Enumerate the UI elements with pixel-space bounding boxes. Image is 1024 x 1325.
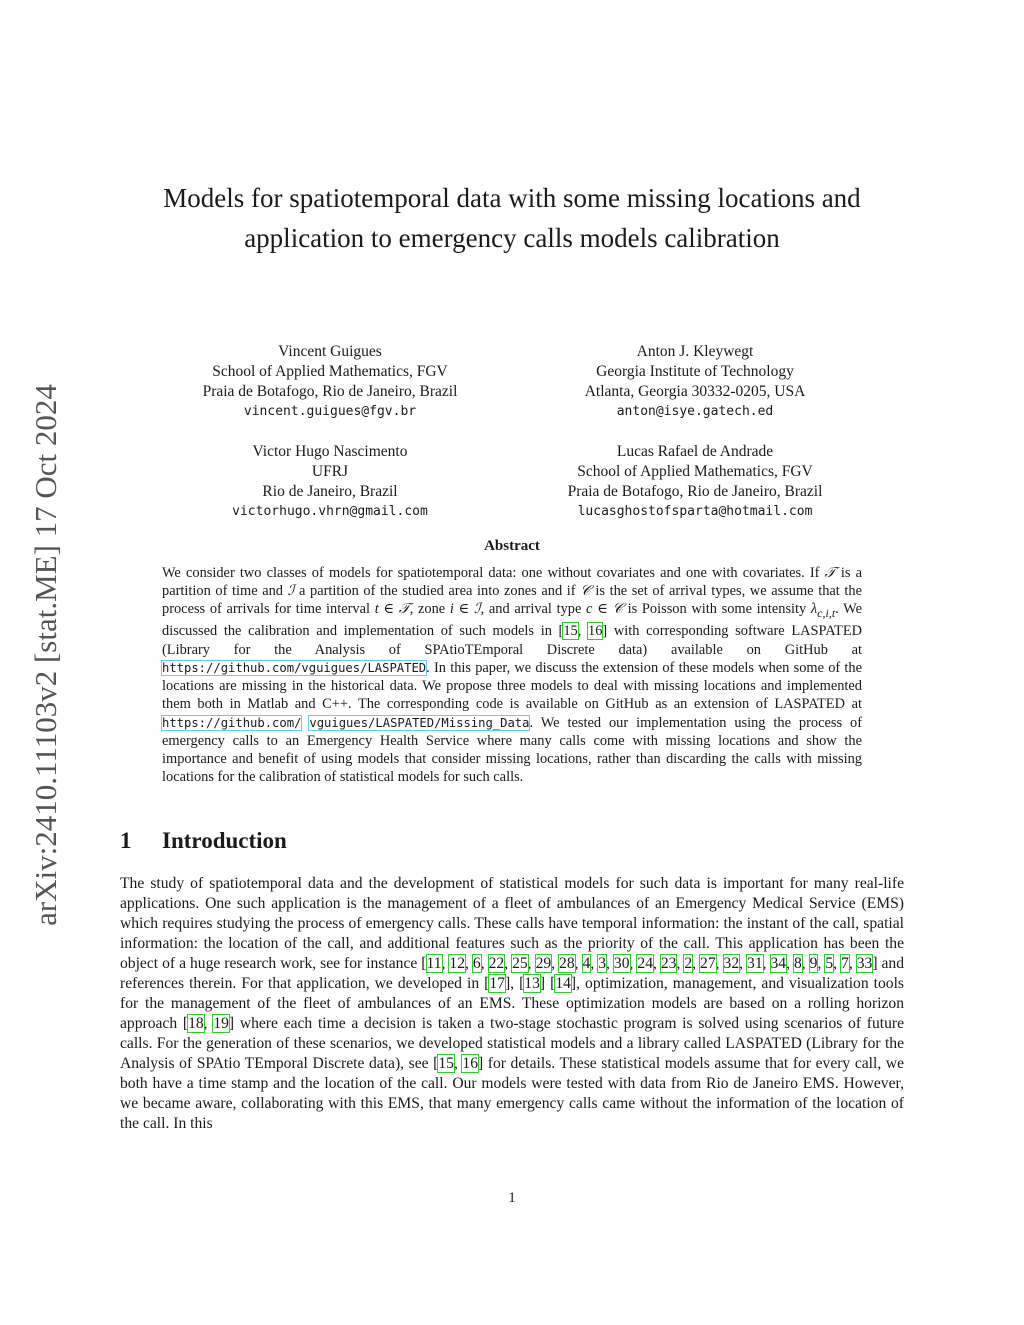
separator: ,: [801, 955, 810, 972]
math-inline: c ∈ 𝒞: [586, 601, 623, 618]
author-block: [150, 342, 510, 422]
github-link[interactable]: https://github.com/vguigues/LASPATED: [162, 660, 427, 675]
separator: ,: [504, 955, 513, 972]
section-number: 1: [120, 828, 132, 853]
separator: ,: [786, 955, 794, 972]
arxiv-side-identifier: arXiv:2410.11103v2 [stat.ME] 17 Oct 2024: [28, 384, 63, 926]
separator: ,: [629, 955, 638, 972]
author-name: Lucas Rafael de Andrade: [616, 443, 774, 460]
author-affiliation: School of Applied Mathematics, FGV: [577, 463, 813, 480]
citation-link[interactable]: 25: [512, 955, 528, 972]
author-email[interactable]: anton@isye.gatech.ed: [616, 404, 774, 419]
separator: ,: [715, 955, 724, 972]
abstract-text: is the set of arrival types, we assume that the process of arrivals for time interval: [162, 583, 862, 618]
author-name: Vincent Guigues: [278, 343, 382, 360]
separator: ,: [833, 955, 842, 972]
abstract-text: , zone: [409, 601, 450, 618]
citation-link[interactable]: 8: [793, 955, 802, 972]
math-subscript: c,i,t: [817, 606, 836, 621]
math-inline: t ∈ 𝒯: [374, 601, 410, 618]
author-block: [150, 442, 510, 522]
citation-link[interactable]: 27: [700, 955, 716, 972]
separator: ,: [577, 623, 589, 640]
author-affiliation: School of Applied Mathematics, FGV: [212, 363, 448, 380]
github-link-part-1[interactable]: https://github.com/: [162, 715, 302, 730]
math-symbol: 𝒯: [824, 565, 836, 581]
abstract-text: ] with corresponding software LASPATED (Library for the Analysis of SPAtioTEmporal Discrete data) available on GitHub at: [162, 623, 862, 658]
author-email[interactable]: victorhugo.vhrn@gmail.com: [232, 504, 428, 519]
author-address: Atlanta, Georgia 30332-0205, USA: [584, 383, 806, 400]
separator: ,: [848, 955, 857, 972]
citation-link[interactable]: 3: [598, 955, 607, 972]
intro-text: ] [: [539, 975, 556, 992]
abstract-text: is a partition of time and: [162, 565, 862, 600]
separator: ,: [676, 955, 685, 972]
citation-link[interactable]: 15: [563, 623, 578, 640]
citation-link[interactable]: 19: [213, 1015, 229, 1032]
citation-link[interactable]: 34: [770, 955, 787, 972]
intro-text: ] where each time a decision is taken a two-stage stochastic program is solved using scenarios of future calls. For the generation of these scenarios, we developed statistical models and a library called LASPATED (Library for the Analysis of SPAtio TEmporal Discrete data), see [: [120, 1015, 905, 1072]
separator: ,: [551, 955, 560, 972]
intro-text: ] for details. These statistical models assume that for every call, we both have a time stamp and the location of the call. Our models were tested with data from Rio de Janeiro EMS. However, we became aware, collaborating with this EMS, that many emergency calls came without the information of the location of the call. In this: [120, 1055, 904, 1132]
abstract-text: . In this paper, we discuss the extension of these models when some of the locations are missing in the historical data. We propose three models to deal with missing locations and implemented them both in Matlab and C++. The corresponding code is available on GitHub as an extension of LASPATED at: [162, 659, 862, 713]
citation-link[interactable]: 9: [809, 955, 818, 972]
separator: ,: [203, 1015, 214, 1032]
section-heading: [120, 828, 287, 854]
page-number: 1: [508, 1190, 516, 1206]
abstract-text: . We discussed the calibration and implementation of such models in [: [162, 601, 862, 640]
author-block: [515, 442, 875, 522]
intro-text: ] and references therein. For that application, we developed in [: [120, 955, 905, 992]
title-line-2: application to emergency calls models calibration: [244, 223, 780, 253]
math-symbol: ℐ: [287, 583, 295, 600]
separator: ,: [606, 955, 614, 972]
citation-link[interactable]: 15: [438, 1055, 454, 1072]
separator: ,: [817, 955, 826, 972]
math-symbol: 𝒞: [580, 583, 591, 600]
citation-link[interactable]: 6: [472, 955, 481, 972]
title-line-1: Models for spatiotemporal data with some missing locations and: [163, 183, 861, 213]
intro-paragraph: [120, 874, 904, 1134]
citation-link[interactable]: 4: [582, 955, 591, 972]
citation-link[interactable]: 18: [188, 1015, 204, 1032]
author-block: [515, 342, 875, 422]
math-inline: i ∈ ℐ: [449, 601, 481, 618]
author-address: Rio de Janeiro, Brazil: [262, 483, 398, 500]
intro-text: ], optimization, management, and visualization tools for the management of the fleet of ambulances of an EMS. These optimization models are based on a rolling horizon approach [: [120, 975, 904, 1032]
abstract-text: , and arrival type: [480, 601, 587, 618]
citation-link[interactable]: 13: [524, 975, 540, 992]
separator: ,: [480, 955, 489, 972]
citation-link[interactable]: 12: [449, 955, 466, 972]
citation-link[interactable]: 29: [535, 955, 552, 972]
citation-link[interactable]: 30: [613, 955, 630, 972]
math-lambda: λ: [810, 601, 818, 618]
citation-link[interactable]: 31: [747, 955, 763, 972]
intro-text: ], [: [504, 975, 525, 992]
separator: ,: [453, 1055, 463, 1072]
citation-link[interactable]: 33: [856, 955, 873, 972]
separator: ,: [762, 955, 771, 972]
citation-link[interactable]: 11: [426, 955, 442, 972]
separator: ,: [590, 955, 599, 972]
abstract-text: . We tested our implementation using the process of emergency calls to an Emergency Health Service where many calls come with missing locations and show the importance and benefit of using models that consider missing locations, rather than discarding the calls with missing locations for the calibration of statistical models for such calls.: [162, 714, 862, 786]
author-name: Anton J. Kleywegt: [636, 343, 754, 360]
author-address: Praia de Botafogo, Rio de Janeiro, Brazil: [567, 483, 823, 500]
author-email[interactable]: vincent.guigues@fgv.br: [243, 404, 417, 419]
citation-link[interactable]: 23: [660, 955, 677, 972]
author-affiliation: UFRJ: [311, 463, 349, 480]
citation-link[interactable]: 28: [559, 955, 575, 972]
author-address: Praia de Botafogo, Rio de Janeiro, Brazil: [202, 383, 458, 400]
separator: ,: [574, 955, 583, 972]
paper-title: [120, 178, 904, 258]
github-link-part-2[interactable]: vguigues/LASPATED/Missing_Data: [309, 715, 530, 730]
author-email[interactable]: lucasghostofsparta@hotmail.com: [577, 504, 813, 519]
citation-link[interactable]: 32: [723, 955, 740, 972]
citation-link[interactable]: 5: [825, 955, 834, 972]
abstract-text: is Poisson with some intensity: [622, 601, 811, 618]
author-affiliation: Georgia Institute of Technology: [596, 363, 794, 380]
section-title: Introduction: [162, 828, 287, 853]
citation-link[interactable]: 14: [555, 975, 571, 992]
abstract-text: a partition of the studied area into zones and if: [294, 583, 581, 600]
author-name: Victor Hugo Nascimento: [252, 443, 408, 460]
abstract-heading: Abstract: [484, 538, 540, 554]
separator: ,: [441, 955, 450, 972]
citation-link[interactable]: 24: [637, 955, 653, 972]
citation-link[interactable]: 17: [489, 975, 505, 992]
separator: ,: [527, 955, 536, 972]
separator: ,: [652, 955, 661, 972]
citation-link[interactable]: 7: [841, 955, 849, 972]
citation-link[interactable]: 2: [684, 955, 693, 972]
citation-link[interactable]: 22: [488, 955, 505, 972]
separator: ,: [465, 955, 473, 972]
intro-text: The study of spatiotemporal data and the development of statistical models for such data is important for many real-life applications. One such application is the management of a fleet of ambulances of an Emergency Medical Service (EMS) which requires studying the process of emergency calls. These calls have temporal information: the instant of the call, spatial information: the location of the call, and additional features such as the priority of the call. This application has been the object of a huge research work, see for instance [: [120, 875, 904, 972]
abstract-text: We consider two classes of models for spatiotemporal data: one without covariates and one with covariates. If: [162, 565, 825, 581]
separator: ,: [739, 955, 748, 972]
citation-link[interactable]: 16: [462, 1055, 479, 1072]
citation-list: [427, 955, 873, 972]
abstract-body: [162, 564, 862, 786]
citation-link[interactable]: 16: [588, 623, 603, 640]
separator: ,: [692, 955, 701, 972]
